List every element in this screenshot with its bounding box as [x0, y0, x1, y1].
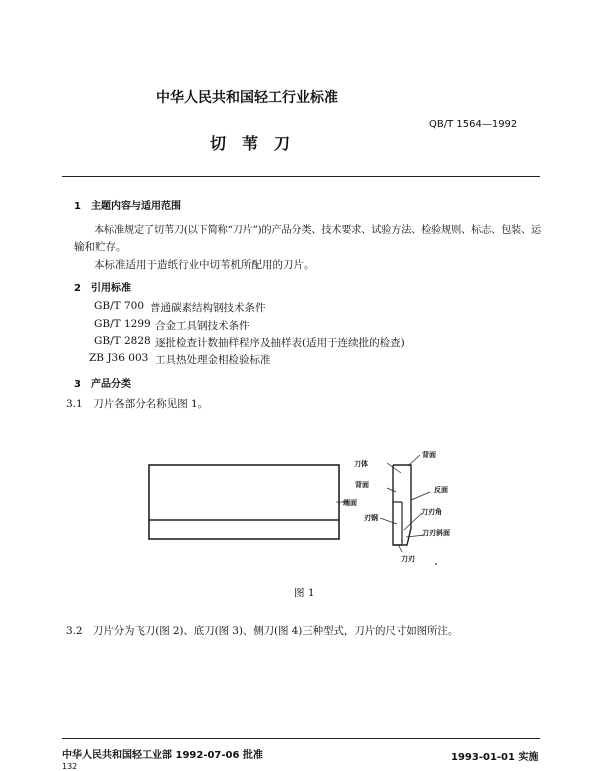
section-1-heading: 1 主题内容与适用范围	[74, 201, 181, 212]
section-1-paragraph-1-line-1: 本标准规定了切苇刀(以下简称“刀片”)的产品分类、技术要求、试验方法、检验规则、标志、包装、运	[94, 225, 542, 236]
section-1-paragraph-1-line-2: 输和贮存。	[74, 241, 127, 253]
section-3-item-1: 3.1 刀片各部分名称见图 1。	[66, 398, 209, 410]
label-blade-body: 刀体	[354, 460, 368, 468]
label-side-a: 背面	[355, 481, 369, 489]
section-3-heading: 3 产品分类	[74, 379, 131, 390]
label-reverse: 反面	[434, 486, 448, 494]
reference-name: 工具热处理金相检验标准	[155, 354, 271, 366]
effective-date: 1993-01-01 实施	[451, 752, 539, 763]
reference-name: 合金工具钢技术条件	[155, 320, 250, 332]
reference-code: GB/T 2828	[94, 335, 151, 347]
reference-code: GB/T 700	[94, 300, 145, 312]
standard-number: QB/T 1564—1992	[429, 119, 518, 130]
reference-code: ZB J36 003	[89, 352, 149, 364]
label-end-face: 端面	[343, 499, 357, 507]
document-title: 切 苇 刀	[210, 134, 291, 153]
figure-caption: 图 1	[294, 587, 315, 599]
approval-info: 中华人民共和国轻工业部 1992-07-06 批准	[62, 750, 263, 761]
reference-name: 普通碳素结构钢技术条件	[150, 302, 266, 314]
label-edge-bevel: 刀刃斜面	[422, 529, 450, 537]
reference-name: 逐批检查计数抽样程序及抽样表(适用于连续批的检查)	[155, 337, 405, 349]
section-2-heading: 2 引用标准	[74, 283, 131, 294]
label-edge-angle: 刀刃角	[421, 508, 442, 516]
section-1-paragraph-2: 本标准适用于造纸行业中切苇机所配用的刀片。	[94, 259, 315, 271]
label-edge-steel: 刃钢	[364, 514, 378, 522]
figure-1-blade-diagram	[140, 440, 460, 570]
page-number: 132	[62, 762, 78, 771]
header-rule	[62, 176, 540, 177]
footer-rule	[62, 738, 540, 739]
label-back: 背面	[422, 451, 436, 459]
issuing-authority: 中华人民共和国轻工行业标准	[156, 90, 338, 106]
section-3-item-2: 3.2 刀片分为飞刀(图 2)、底刀(图 3)、侧刀(图 4)三种型式，刀片的尺寸如图所注。	[66, 625, 459, 637]
label-edge: 刀刃	[401, 555, 415, 563]
reference-code: GB/T 1299	[94, 318, 151, 330]
